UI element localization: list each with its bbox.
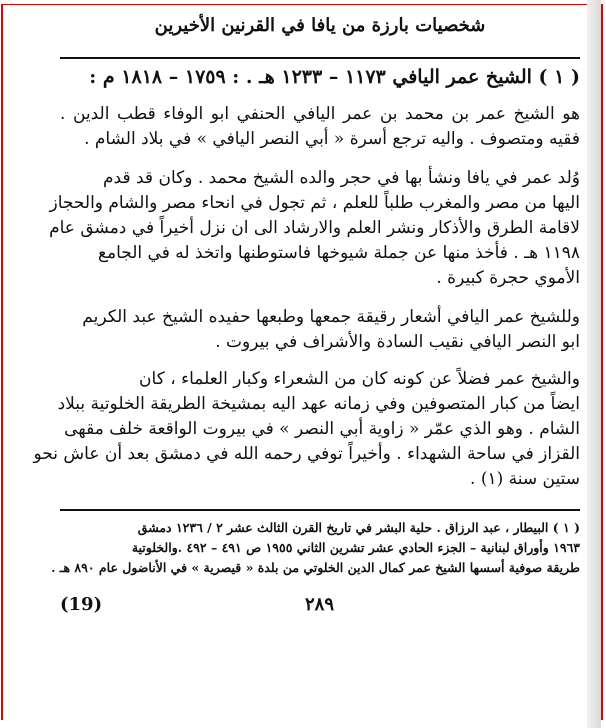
text-line: ابو النصر اليافي نقيب السادة والأشراف في بيروت .: [215, 332, 580, 352]
section-title: ( ١ ) الشيخ عمر اليافي ١١٧٣ – ١٢٣٣ هـ . : ١٧٥٩ – ١٨١٨ م :: [89, 66, 580, 88]
footnote-rule: [60, 509, 580, 511]
text-line: ١١٩٨ هـ . فأخذ منها عن جملة شيوخها فاستوطنها واتخذ له في الجامع: [97, 243, 580, 263]
text-line: الأموي حجرة كبيرة .: [436, 268, 580, 288]
text-line: والشيخ عمر فضلاً عن كونه كان من الشعراء وكبار العلماء ، كان: [139, 369, 580, 389]
text-line: ايضاً من كبار المتصوفين وفي زمانه عهد اليه بمشيخة الطريقة الخلوتية ببلاد: [57, 394, 580, 414]
signature-marker: (19): [60, 594, 103, 615]
running-header: شخصيات بارزة من يافا في القرنين الأخيرين: [154, 15, 486, 36]
text-line: وللشيخ عمر اليافي أشعار رقيقة جمعها وطبعها حفيده الشيخ عبد الكريم: [82, 307, 580, 327]
text-line: ستين سنة (١) .: [470, 469, 580, 489]
paragraph-4: [33, 367, 580, 492]
text-line: فقيه ومتصوف . واليه ترجع أسرة « أبي النصر اليافي » في بلاد الشام .: [84, 129, 580, 149]
paragraph-2: [49, 166, 580, 291]
text-line: هو الشيخ عمر بن محمد بن عمر اليافي الحنفي ابو الوفاء قطب الدين .: [60, 104, 580, 124]
paragraph-1: [60, 102, 580, 152]
footnote-line: طريقة صوفية أسسها الشيخ عمر كمال الدين الخلوتي من بلدة « قيصرية » في الأناضول عام ٨٩٠ هـ .: [51, 560, 580, 575]
paragraph-3: [60, 305, 580, 355]
text-line: وُلد عمر في يافا ونشأ بها في حجر والده الشيخ محمد . وكان قد قدم: [103, 168, 580, 188]
text-line: القزاز في ساحة الشهداء . وأخيراً توفي رحمه الله في دمشق بعد أن عاش نحو: [33, 444, 580, 464]
frame-shadow: [587, 0, 601, 728]
footnote-line: ( ١ ) البيطار ، عبد الرزاق . حلية البشر في تاريخ القرن الثالث عشر ٢ / ١٢٣٦ دمشق: [137, 520, 580, 535]
document-page: [33, 0, 580, 728]
frame-right-border: [601, 4, 603, 720]
frame-left-border: [1, 4, 3, 720]
text-line: لاقامة الطرق والأذكار ونشر العلم والارشاد الى ان نزل أخيراً في دمشق عام: [49, 218, 580, 238]
text-line: الشام . وهو الذي عمّر « زاوية أبي النصر » في بيروت الواقعة خلف مقهى: [64, 419, 580, 439]
page-number: ٢٨٩: [304, 594, 334, 615]
footnote: [51, 518, 580, 578]
text-line: اليها من مصر والمغرب طلباً للعلم ، ثم تجول في انحاء مصر والشام والحجاز: [49, 193, 580, 213]
footnote-line: ١٩٦٣ وأوراق لبنانية – الجزء الحادي عشر تشرين الثاني ١٩٥٥ ص ٤٩١ – ٤٩٢ .والخلوتية: [131, 540, 580, 555]
header-rule: [60, 57, 580, 59]
